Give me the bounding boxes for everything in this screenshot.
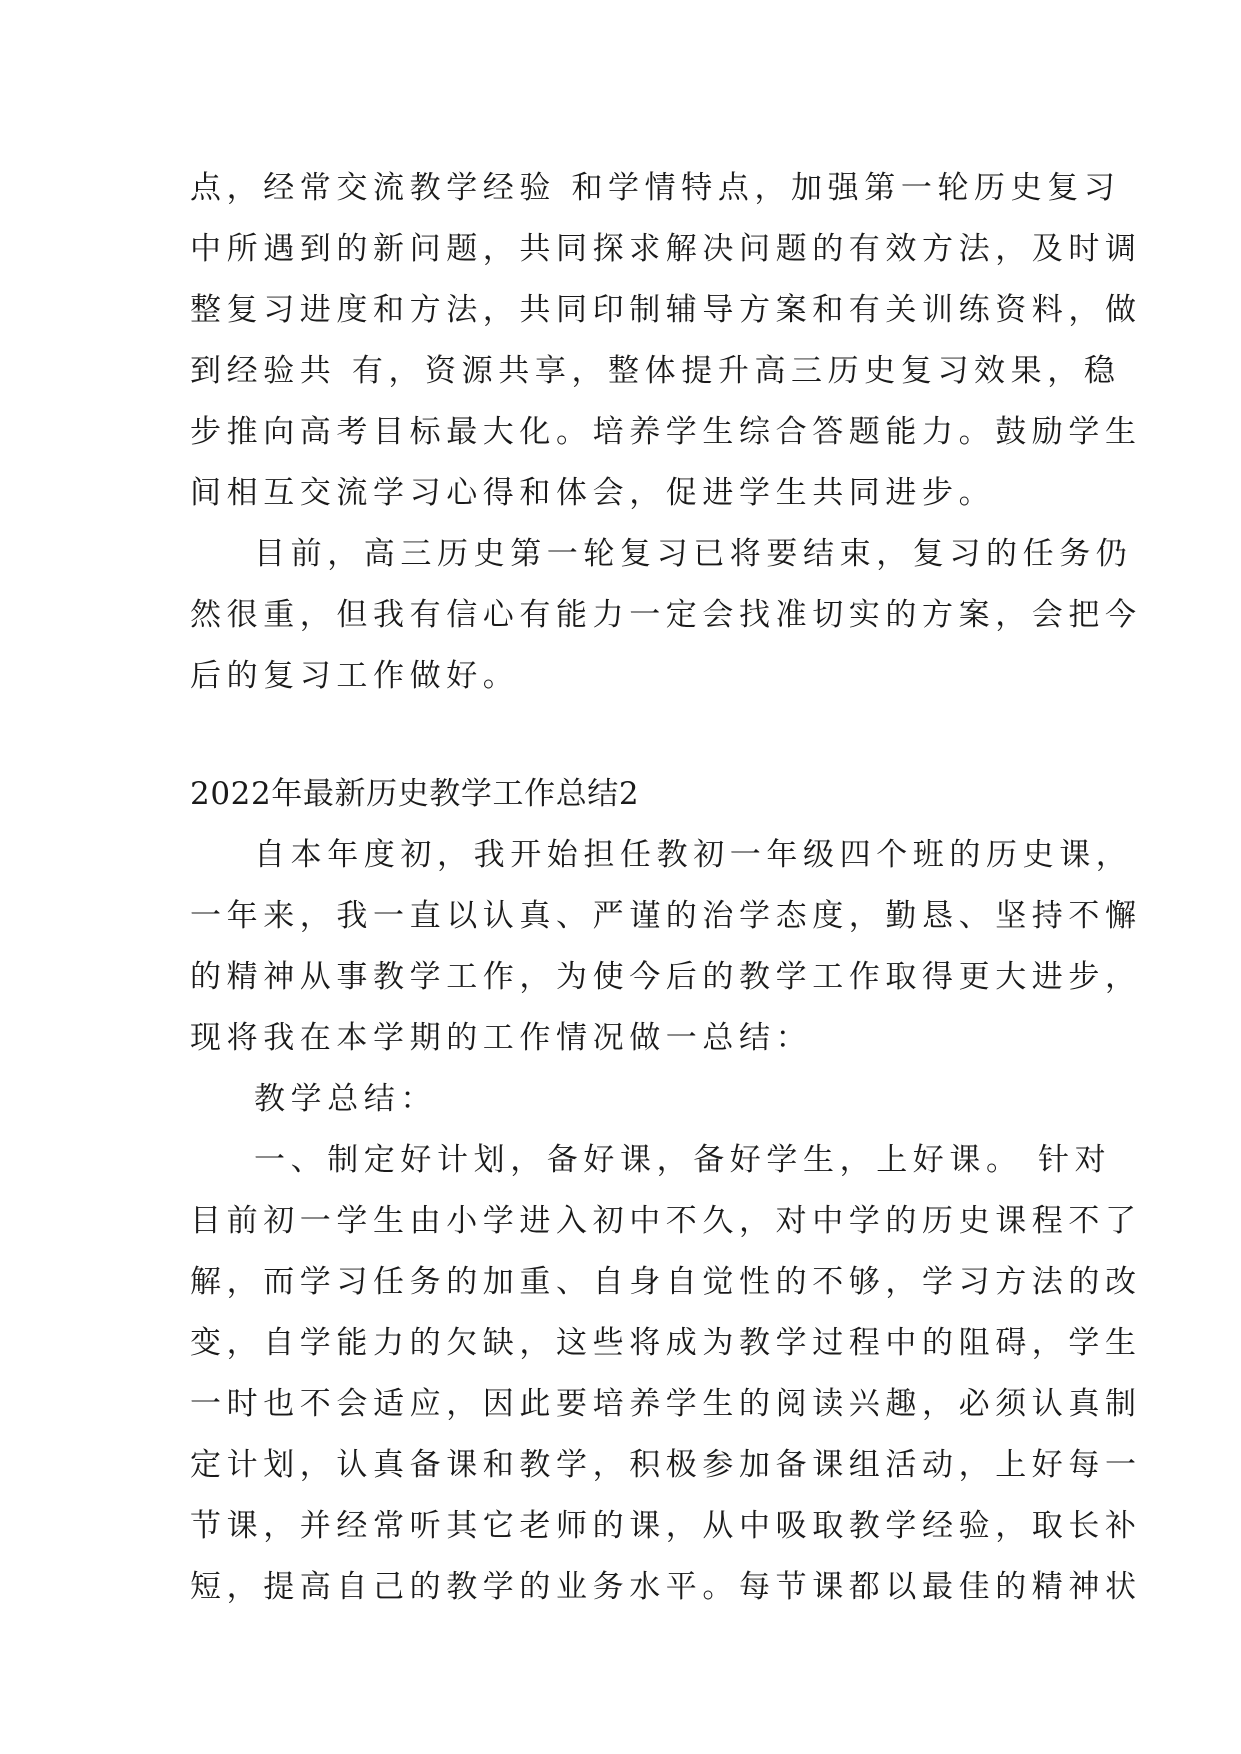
text-line: 目前初一学生由小学进入初中不久，对中学的历史课程不了 bbox=[190, 1203, 1142, 1239]
text-line: 定计划，认真备课和教学，积极参加备课组活动，上好每一 bbox=[190, 1447, 1142, 1483]
text-line: 点，经常交流教学经验 和学情特点，加强第一轮历史复习 bbox=[190, 170, 1121, 206]
subheading: 教学总结： bbox=[254, 1081, 437, 1117]
text-line: 间相互交流学习心得和体会，促进学生共同进步。 bbox=[190, 475, 996, 511]
text-line: 到经验共 有，资源共享，整体提升高三历史复习效果，稳 bbox=[190, 353, 1121, 389]
paragraph-intro bbox=[190, 825, 1142, 1069]
document-page bbox=[190, 158, 1142, 1618]
paragraph-planning bbox=[190, 1130, 1142, 1618]
text-line: 后的复习工作做好。 bbox=[190, 658, 520, 694]
text-line: 短，提高自己的教学的业务水平。每节课都以最佳的精神状 bbox=[190, 1569, 1142, 1605]
text-line: 目前，高三历史第一轮复习已将要结束，复习的任务仍 bbox=[254, 536, 1133, 572]
text-line: 节课，并经常听其它老师的课，从中吸取教学经验，取长补 bbox=[190, 1508, 1142, 1544]
text-line: 整复习进度和方法，共同印制辅导方案和有关训练资料，做 bbox=[190, 292, 1142, 328]
text-line: 的精神从事教学工作，为使今后的教学工作取得更大进步， bbox=[190, 959, 1142, 995]
text-line: 步推向高考目标最大化。培养学生综合答题能力。鼓励学生 bbox=[190, 414, 1142, 450]
text-line: 中所遇到的新问题，共同探求解决问题的有效方法，及时调 bbox=[190, 231, 1142, 267]
text-line: 一年来，我一直以认真、严谨的治学态度，勤恳、坚持不懈 bbox=[190, 898, 1142, 934]
text-line: 一、制定好计划，备好课，备好学生，上好课。 针对 bbox=[254, 1142, 1112, 1178]
text-line: 自本年度初，我开始担任教初一年级四个班的历史课， bbox=[254, 837, 1133, 873]
text-line: 解，而学习任务的加重、自身自觉性的不够，学习方法的改 bbox=[190, 1264, 1142, 1300]
text-line: 变，自学能力的欠缺，这些将成为教学过程中的阻碍，学生 bbox=[190, 1325, 1142, 1361]
paragraph-review-status bbox=[190, 524, 1142, 707]
section-gap bbox=[190, 707, 1050, 764]
text-line: 一时也不会适应，因此要培养学生的阅读兴趣，必须认真制 bbox=[190, 1386, 1142, 1422]
paragraph-continuation bbox=[190, 158, 1142, 524]
section-title: 2022年最新历史教学工作总结2 bbox=[190, 776, 640, 812]
text-line: 现将我在本学期的工作情况做一总结： bbox=[190, 1020, 813, 1056]
text-line: 然很重，但我有信心有能力一定会找准切实的方案，会把今 bbox=[190, 597, 1142, 633]
